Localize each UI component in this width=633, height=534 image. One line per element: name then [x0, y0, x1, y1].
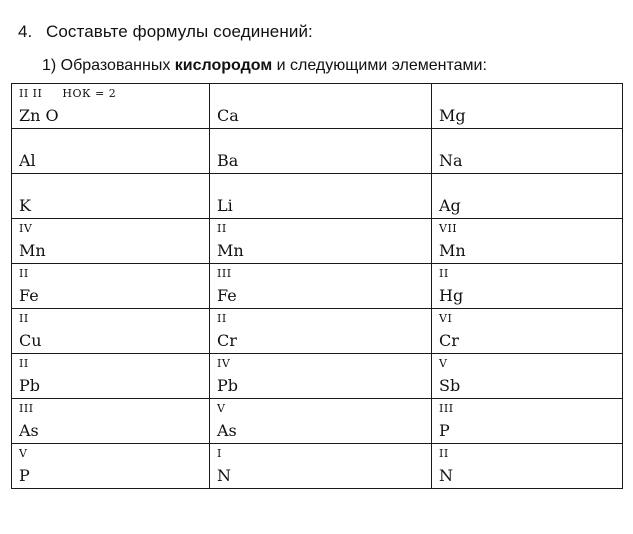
valence-label: V [19, 447, 28, 460]
element-symbol: Mn [439, 241, 466, 260]
element-symbol: Sb [439, 376, 461, 395]
valence-label: II [19, 357, 29, 370]
element-symbol: P [439, 421, 450, 440]
element-cell[interactable] [210, 309, 432, 354]
table-row [12, 309, 623, 354]
element-cell[interactable] [12, 219, 210, 264]
elements-table-body [12, 84, 623, 489]
element-cell[interactable] [12, 129, 210, 174]
element-cell[interactable] [432, 84, 623, 129]
element-cell[interactable] [12, 84, 210, 129]
element-cell[interactable] [12, 354, 210, 399]
table-row [12, 174, 623, 219]
table-row [12, 219, 623, 264]
element-cell[interactable] [12, 399, 210, 444]
valence-label: II [19, 312, 29, 325]
element-symbol: Ca [217, 106, 239, 125]
element-cell[interactable] [210, 129, 432, 174]
element-cell[interactable] [432, 444, 623, 489]
element-symbol: K [19, 196, 31, 215]
element-cell[interactable] [12, 264, 210, 309]
valence-label: III [217, 267, 232, 280]
element-symbol: As [217, 421, 237, 440]
element-symbol: Ag [439, 196, 461, 215]
valence-label [439, 178, 622, 190]
element-symbol: Li [217, 196, 233, 215]
task-title: Составьте формулы соединений: [46, 22, 313, 41]
element-cell[interactable] [210, 354, 432, 399]
element-cell[interactable] [432, 399, 623, 444]
valence-label [19, 133, 209, 145]
subtask-bold-word: кислородом [174, 57, 273, 74]
valence-label [439, 133, 622, 145]
element-symbol: As [19, 421, 39, 440]
element-cell[interactable] [432, 174, 623, 219]
example-nok: НОК = 2 [62, 87, 117, 100]
table-row [12, 399, 623, 444]
element-cell[interactable] [432, 129, 623, 174]
element-cell[interactable] [210, 219, 432, 264]
valence-label: III [19, 402, 34, 415]
valence-label [439, 88, 622, 100]
example-valence-line [19, 88, 209, 100]
element-symbol: Pb [217, 376, 239, 395]
valence-label: II [217, 312, 227, 325]
valence-label: IV [217, 357, 231, 370]
valence-label: V [217, 402, 226, 415]
valence-label [217, 88, 431, 100]
element-symbol: Cu [19, 331, 42, 350]
valence-label: V [439, 357, 448, 370]
valence-label: III [439, 402, 454, 415]
valence-label: II [439, 267, 449, 280]
element-symbol: Mn [19, 241, 46, 260]
elements-table [11, 83, 623, 489]
element-cell[interactable] [210, 84, 432, 129]
element-cell[interactable] [210, 399, 432, 444]
element-cell[interactable] [210, 264, 432, 309]
element-symbol: N [439, 466, 453, 485]
element-cell[interactable] [432, 309, 623, 354]
element-cell[interactable] [432, 264, 623, 309]
element-symbol: Mn [217, 241, 244, 260]
element-cell[interactable] [12, 309, 210, 354]
element-symbol: Cr [217, 331, 237, 350]
valence-label [217, 178, 431, 190]
element-cell[interactable] [12, 444, 210, 489]
element-symbol: Ba [217, 151, 239, 170]
subtask-prefix: 1) Образованных [42, 57, 171, 74]
table-row [12, 264, 623, 309]
valence-label: II [19, 267, 29, 280]
element-symbol: Fe [217, 286, 237, 305]
element-symbol: Al [19, 151, 36, 170]
valence-label: II [439, 447, 449, 460]
table-row [12, 444, 623, 489]
element-cell[interactable] [210, 174, 432, 219]
element-cell[interactable] [210, 444, 432, 489]
valence-label [217, 133, 431, 145]
task-heading [18, 22, 313, 42]
element-symbol: Pb [19, 376, 41, 395]
element-cell[interactable] [432, 354, 623, 399]
valence-label: I [217, 447, 222, 460]
element-symbol: Na [439, 151, 463, 170]
element-symbol: Fe [19, 286, 39, 305]
element-symbol: P [19, 466, 30, 485]
element-symbol: Cr [439, 331, 459, 350]
table-row [12, 354, 623, 399]
valence-label: VI [439, 312, 453, 325]
task-number: 4. [18, 22, 33, 41]
element-symbol: Hg [439, 286, 464, 305]
valence-label: II [217, 222, 227, 235]
example-formula: Zn O [19, 106, 59, 125]
example-valences: II II [19, 87, 43, 100]
table-row [12, 84, 623, 129]
element-symbol: Mg [439, 106, 466, 125]
valence-label: IV [19, 222, 33, 235]
element-cell[interactable] [432, 219, 623, 264]
table-row [12, 129, 623, 174]
subtask-suffix: и следующими элементами: [276, 57, 487, 74]
element-cell[interactable] [12, 174, 210, 219]
element-symbol: N [217, 466, 231, 485]
subtask-heading [42, 57, 487, 75]
valence-label: VII [439, 222, 458, 235]
valence-label [19, 178, 209, 190]
